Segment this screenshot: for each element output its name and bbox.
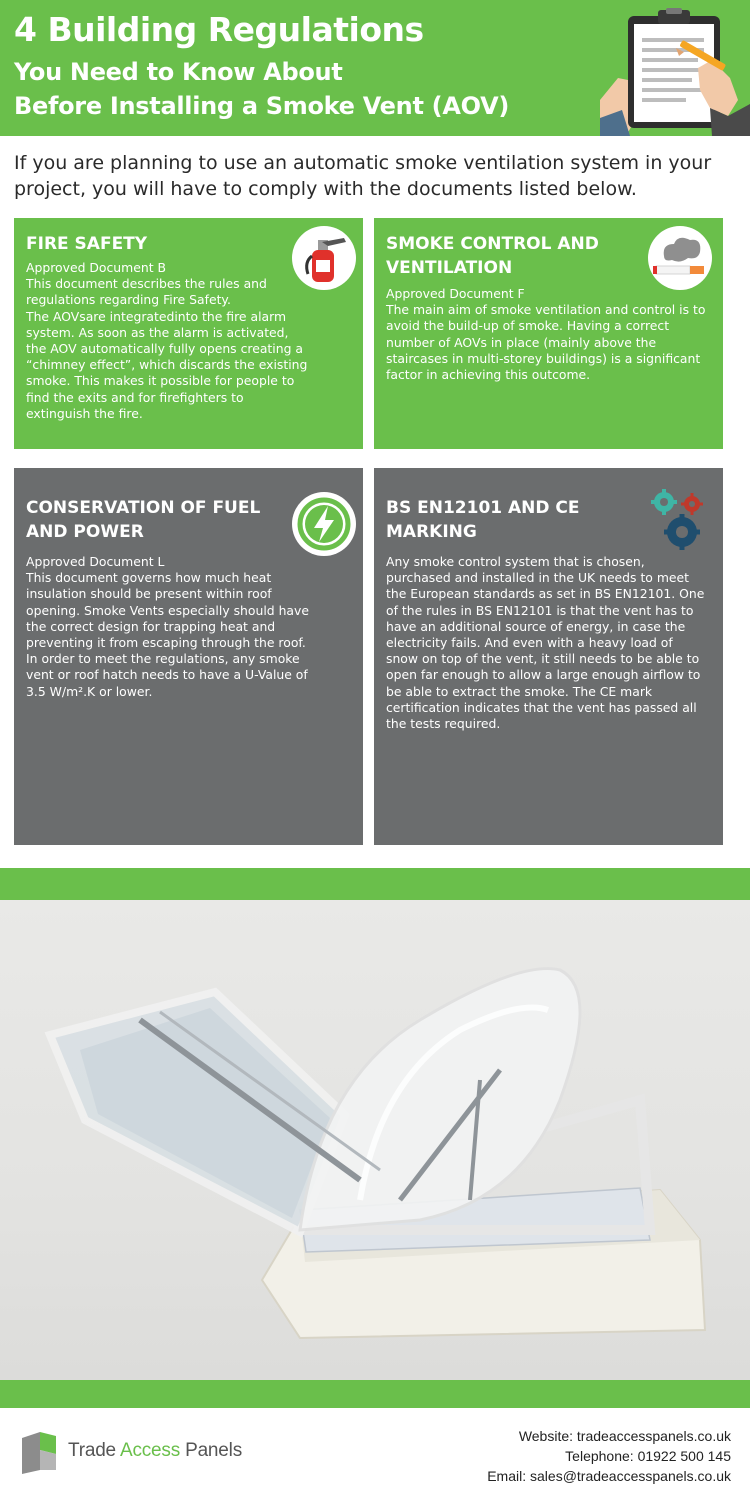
card-line: the European standards as set in BS EN12101. One [386, 586, 705, 602]
card-title: FIRE SAFETY [26, 234, 148, 254]
card-body [386, 554, 711, 732]
card-line: number of AOVs in place (mainly above the [386, 334, 657, 350]
gears-icon [648, 488, 712, 552]
card-line: open far enough to allow a large enough airflow to [386, 667, 701, 683]
intro-text: If you are planning to use an automatic smoke ventilation system in your project, you will have to comply with the documents listed below. [14, 152, 712, 200]
card-line: the AOV automatically fully opens creating a [26, 341, 303, 357]
page-title: 4 Building Regulations [14, 10, 424, 49]
card-title: BS EN12101 AND CE MARKING [386, 498, 580, 542]
card-line: purchased and installed in the UK needs to meet [386, 570, 689, 586]
card-line: The main aim of smoke ventilation and control is to [386, 302, 706, 318]
card-line: regulations regarding Fire Safety. [26, 292, 231, 308]
card-title: CONSERVATION OF FUEL AND POWER [26, 498, 261, 542]
card-line: the correct design for trapping heat and [26, 618, 276, 634]
energy-bolt-icon [292, 492, 356, 556]
card-line: have an additional source of energy, in case the [386, 618, 686, 634]
card-line: This document governs how much heat [26, 570, 272, 586]
card-line: In order to meet the regulations, any smoke [26, 651, 300, 667]
card-line: opening. Smoke Vents especially should have [26, 602, 309, 618]
website-link[interactable]: Website: tradeaccesspanels.co.uk [518, 1428, 731, 1444]
card-line: system. As soon as the alarm is activated, [26, 324, 289, 340]
contact-info [487, 1426, 731, 1486]
card-line: be able to extract the smoke. The CE mark [386, 683, 653, 699]
logo-word-access: Access [119, 1440, 181, 1461]
card-line: Approved Document F [386, 286, 525, 301]
logo-word-panels: Panels [180, 1440, 242, 1461]
page-subtitle-line-1: You Need to Know About [14, 58, 343, 86]
card-line: the tests required. [386, 716, 501, 732]
divider-band-top [0, 868, 750, 900]
card-line: Any smoke control system that is chosen, [386, 554, 645, 569]
card-bs-en12101 [374, 468, 723, 845]
header-banner [0, 0, 750, 136]
card-body [26, 554, 351, 700]
card-title: SMOKE CONTROL AND VENTILATION [386, 234, 599, 278]
card-line: electricity fails. And even with a heavy load of [386, 635, 673, 651]
footer [0, 1408, 750, 1500]
card-body [26, 260, 351, 422]
email-link[interactable]: Email: sales@tradeaccesspanels.co.uk [487, 1468, 731, 1484]
card-line: avoid the build-up of smoke. Having a correct [386, 318, 670, 334]
card-line: Approved Document B [26, 260, 166, 275]
card-line: extinguish the fire. [26, 405, 143, 421]
card-body [386, 286, 711, 383]
card-fire-safety [14, 218, 363, 449]
card-line: of the rules in BS EN12101 is that the vent has to [386, 602, 694, 618]
card-smoke-control [374, 218, 723, 449]
company-logo-icon [18, 1430, 58, 1476]
telephone-text[interactable]: Telephone: 01922 500 145 [565, 1448, 731, 1464]
page-subtitle-line-2: Before Installing a Smoke Vent (AOV) [14, 92, 510, 120]
cigarette-smoke-icon [648, 226, 712, 290]
logo-word-trade: Trade [68, 1440, 120, 1461]
card-line: 3.5 W/m².K or lower. [26, 683, 153, 699]
card-line: certification indicates that the vent has passed all [386, 699, 697, 715]
card-line: The AOVsare integratedinto the fire alarm [26, 308, 287, 324]
company-logo-text [68, 1440, 242, 1462]
clipboard-writing-icon [600, 8, 750, 136]
card-conservation [14, 468, 363, 845]
card-line: “chimney effect”, which discards the existing [26, 357, 308, 373]
divider-band-bottom [0, 1380, 750, 1408]
card-line: staircases in multi-storey buildings) is a significant [386, 350, 701, 366]
card-line: This document describes the rules and [26, 276, 267, 292]
card-line: snow on top of the vent, it still needs to be able to [386, 651, 700, 667]
card-line: find the exits and for firefighters to [26, 389, 244, 405]
card-line: vent or roof hatch needs to have a U-Value of [26, 667, 308, 683]
card-line: smoke. This makes it possible for people to [26, 373, 295, 389]
card-line: preventing it from escaping through the roof. [26, 635, 306, 651]
smoke-vent-photo [0, 900, 750, 1380]
card-line: Approved Document L [26, 554, 165, 569]
card-line: insulation should be present within roof [26, 586, 272, 602]
card-line: factor in achieving this outcome. [386, 367, 591, 383]
